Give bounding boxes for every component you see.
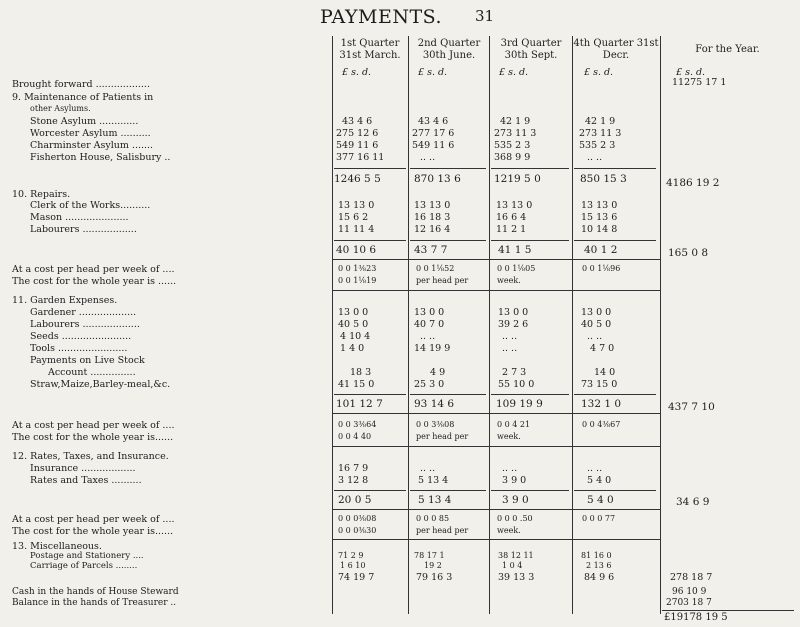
cash-label: Cash in the hands of House Steward xyxy=(12,587,179,597)
cell-q3: 2 7 3 xyxy=(502,367,527,378)
row-label: Charminster Asylum ....... xyxy=(30,140,154,151)
cell-q2: 4 9 xyxy=(430,367,446,378)
cell-q3: 13 13 0 xyxy=(496,200,533,211)
total-year: 437 7 10 xyxy=(668,401,715,413)
cell-q2: .. .. xyxy=(420,463,436,474)
cell-q1: 18 3 xyxy=(350,367,372,378)
whole-q3: week. xyxy=(497,432,521,441)
row-label: Straw,Maize,Barley-meal,&c. xyxy=(30,379,171,390)
row-label: Account ............... xyxy=(48,367,136,378)
total-q1: 20 0 5 xyxy=(338,494,372,506)
cell-q3: 55 10 0 xyxy=(498,379,535,390)
total-q1: 40 10 6 xyxy=(336,244,377,256)
section-heading: 13. Miscellaneous. xyxy=(12,541,102,552)
total-year: 34 6 9 xyxy=(676,496,710,508)
total-q3: 109 19 9 xyxy=(496,398,543,410)
cell-q2: 78 17 1 xyxy=(414,551,445,560)
row-label: Carriage of Parcels ........ xyxy=(30,561,138,571)
balance-year: 2703 18 7 xyxy=(666,598,712,608)
cell-q1: 4 10 4 xyxy=(340,331,371,342)
cell-q1: 377 16 11 xyxy=(336,152,385,163)
total-q2: 870 13 6 xyxy=(414,173,461,185)
whole-year-label: The cost for the whole year is...... xyxy=(12,526,174,537)
cell-q3: 3 9 0 xyxy=(502,475,527,486)
total-q4: 132 1 0 xyxy=(581,398,622,410)
column-rule xyxy=(332,36,333,614)
lsd-q3: £ s. d. xyxy=(499,67,529,78)
cell-q4: .. .. xyxy=(587,463,603,474)
column-rule xyxy=(572,36,573,614)
whole-q1: 0 0 4 40 xyxy=(338,432,372,441)
per-head-q1: 0 0 1⅜23 xyxy=(338,264,377,273)
cell-q2: 277 17 6 xyxy=(412,128,455,139)
brought-forward-label: Brought forward .................. xyxy=(12,79,150,90)
cell-q1: 15 6 2 xyxy=(338,212,369,223)
cell-q2: 40 7 0 xyxy=(414,319,445,330)
cell-q1: 1 6 10 xyxy=(340,561,366,570)
cell-q4: 535 2 3 xyxy=(579,140,616,151)
header-q2: 2nd Quarter 30th June. xyxy=(417,38,481,61)
cash-year: 96 10 9 xyxy=(672,587,707,597)
cell-q1: 549 11 6 xyxy=(336,140,379,151)
cell-q4: 81 16 0 xyxy=(581,551,612,560)
cell-q2: .. .. xyxy=(420,331,436,342)
per-head-q3: 0 0 0 .50 xyxy=(497,514,533,523)
cell-q2: 12 16 4 xyxy=(414,224,451,235)
row-label: Fisherton House, Salisbury .. xyxy=(30,152,171,163)
section-heading: 10. Repairs. xyxy=(12,189,71,200)
column-rule xyxy=(489,36,490,614)
header-year: For the Year. xyxy=(695,44,760,55)
cell-q4: .. .. xyxy=(587,331,603,342)
cell-q4: 14 0 xyxy=(594,367,616,378)
row-label: Worcester Asylum .......... xyxy=(30,128,151,139)
cell-q2: 14 19 9 xyxy=(414,343,451,354)
whole-q1: 0 0 1⅛19 xyxy=(338,276,377,285)
cell-q1: 16 7 9 xyxy=(338,463,369,474)
total-q4: 40 1 2 xyxy=(584,244,618,256)
per-head-q1: 0 0 3⅜64 xyxy=(338,420,377,429)
total-q4: 5 4 0 xyxy=(587,494,614,506)
whole-q2: per head per xyxy=(416,276,469,285)
per-head-q4: 0 0 0 77 xyxy=(582,514,616,523)
total-q2: 79 16 3 xyxy=(416,572,453,583)
section-heading: 9. Maintenance of Patients in xyxy=(12,92,154,103)
per-head-q4: 0 0 1⅛96 xyxy=(582,264,621,273)
per-head-q3: 0 0 4 21 xyxy=(497,420,531,429)
cell-q2: 25 3 0 xyxy=(414,379,445,390)
cell-q2: 19 2 xyxy=(424,561,442,570)
row-label: Clerk of the Works.......... xyxy=(30,200,151,211)
cell-q1: 41 15 0 xyxy=(338,379,375,390)
grand-total: £19178 19 5 xyxy=(664,612,728,623)
per-head-q2: 0 0 0 85 xyxy=(416,514,450,523)
cell-q3: 42 1 9 xyxy=(500,116,531,127)
cell-q3: .. .. xyxy=(502,331,518,342)
cell-q4: .. .. xyxy=(587,152,603,163)
total-q3: 3 9 0 xyxy=(502,494,529,506)
row-label: Stone Asylum ............. xyxy=(30,116,139,127)
per-head-label: At a cost per head per week of .... xyxy=(12,420,175,431)
balance-label: Balance in the hands of Treasurer .. xyxy=(12,598,177,608)
column-rule xyxy=(408,36,409,614)
page-number: 31 xyxy=(475,7,495,25)
per-head-q1: 0 0 0⅜08 xyxy=(338,514,377,523)
cell-q1: 43 4 6 xyxy=(342,116,373,127)
whole-q1: 0 0 0⅜30 xyxy=(338,526,377,535)
per-head-q2: 0 0 1⅛52 xyxy=(416,264,455,273)
whole-year-label: The cost for the whole year is...... xyxy=(12,432,174,443)
total-year: 165 0 8 xyxy=(668,247,709,259)
cell-q4: 5 4 0 xyxy=(587,475,612,486)
cell-q1: 71 2 9 xyxy=(338,551,364,560)
row-label: Labourers .................. xyxy=(30,224,137,235)
cell-q3: 535 2 3 xyxy=(494,140,531,151)
row-label: Insurance .................. xyxy=(30,463,136,474)
cell-q4: 273 11 3 xyxy=(579,128,622,139)
cell-q4: 40 5 0 xyxy=(581,319,612,330)
cell-q1: 3 12 8 xyxy=(338,475,369,486)
cell-q2: 13 13 0 xyxy=(414,200,451,211)
cell-q2: 549 11 6 xyxy=(412,140,455,151)
cell-q3: 11 2 1 xyxy=(496,224,527,235)
total-q2: 5 13 4 xyxy=(418,494,452,506)
cell-q4: 15 13 6 xyxy=(581,212,618,223)
total-q2: 43 7 7 xyxy=(414,244,448,256)
cell-q4: 4 7 0 xyxy=(590,343,615,354)
cell-q3: .. .. xyxy=(502,463,518,474)
whole-q3: week. xyxy=(497,526,521,535)
lsd-q1: £ s. d. xyxy=(342,67,372,78)
cell-q2: .. .. xyxy=(420,152,436,163)
row-label: Tools ....................... xyxy=(30,343,128,354)
cell-q3: 16 6 4 xyxy=(496,212,527,223)
lsd-year: £ s. d. xyxy=(676,67,706,78)
section-subheading: other Asylums. xyxy=(30,104,91,113)
total-q3: 1219 5 0 xyxy=(494,173,541,185)
cell-q1: 11 11 4 xyxy=(338,224,375,235)
per-head-q3: 0 0 1⅛05 xyxy=(497,264,536,273)
per-head-label: At a cost per head per week of .... xyxy=(12,264,175,275)
total-q1: 74 19 7 xyxy=(338,572,375,583)
total-year: 278 18 7 xyxy=(670,572,713,583)
section-heading: 11. Garden Expenses. xyxy=(12,295,118,306)
cell-q3: 38 12 11 xyxy=(498,551,534,560)
per-head-label: At a cost per head per week of .... xyxy=(12,514,175,525)
total-year: 4186 19 2 xyxy=(666,177,720,189)
cell-q3: .. .. xyxy=(502,343,518,354)
cell-q4: 13 0 0 xyxy=(581,307,612,318)
lsd-q4: £ s. d. xyxy=(584,67,614,78)
column-rule xyxy=(660,36,661,614)
cell-q3: 273 11 3 xyxy=(494,128,537,139)
cell-q4: 13 13 0 xyxy=(581,200,618,211)
cell-q4: 10 14 8 xyxy=(581,224,618,235)
total-q3: 39 13 3 xyxy=(498,572,535,583)
total-q4: 84 9 6 xyxy=(584,572,615,583)
cell-q4: 73 15 0 xyxy=(581,379,618,390)
cell-q2: 13 0 0 xyxy=(414,307,445,318)
cell-q3: 13 0 0 xyxy=(498,307,529,318)
cell-q4: 2 13 6 xyxy=(586,561,612,570)
total-q3: 41 1 5 xyxy=(498,244,532,256)
row-label: Rates and Taxes .......... xyxy=(30,475,142,486)
cell-q1: 1 4 0 xyxy=(340,343,365,354)
row-label: Mason ..................... xyxy=(30,212,129,223)
total-q1: 1246 5 5 xyxy=(334,173,381,185)
header-q4: 4th Quarter 31st Decr. xyxy=(573,38,659,61)
section-heading: 12. Rates, Taxes, and Insurance. xyxy=(12,451,169,462)
cell-q1: 13 0 0 xyxy=(338,307,369,318)
row-label: Labourers ................... xyxy=(30,319,140,330)
brought-forward-year: 11275 17 1 xyxy=(672,77,727,88)
whole-year-label: The cost for the whole year is ...... xyxy=(12,276,177,287)
cell-q2: 5 13 4 xyxy=(418,475,449,486)
lsd-q2: £ s. d. xyxy=(418,67,448,78)
total-q4: 850 15 3 xyxy=(580,173,627,185)
whole-q2: per head per xyxy=(416,432,469,441)
header-q1: 1st Quarter 31st March. xyxy=(339,38,401,61)
per-head-q2: 0 0 3⅜08 xyxy=(416,420,455,429)
row-label: Postage and Stationery .... xyxy=(30,551,144,561)
row-label: Gardener ................... xyxy=(30,307,137,318)
total-q2: 93 14 6 xyxy=(414,398,455,410)
cell-q2: 16 18 3 xyxy=(414,212,451,223)
cell-q3: 368 9 9 xyxy=(494,152,531,163)
cell-q2: 43 4 6 xyxy=(418,116,449,127)
cell-q1: 13 13 0 xyxy=(338,200,375,211)
cell-q1: 40 5 0 xyxy=(338,319,369,330)
row-label: Payments on Live Stock xyxy=(30,355,145,366)
cell-q1: 275 12 6 xyxy=(336,128,379,139)
cell-q3: 39 2 6 xyxy=(498,319,529,330)
cell-q4: 42 1 9 xyxy=(585,116,616,127)
cell-q3: 1 0 4 xyxy=(502,561,523,570)
page-title: PAYMENTS. xyxy=(320,6,443,28)
header-q3: 3rd Quarter 30th Sept. xyxy=(500,38,562,61)
whole-q2: per head per xyxy=(416,526,469,535)
whole-q3: week. xyxy=(497,276,521,285)
total-q1: 101 12 7 xyxy=(336,398,383,410)
row-label: Seeds ....................... xyxy=(30,331,132,342)
per-head-q4: 0 0 4⅜67 xyxy=(582,420,621,429)
